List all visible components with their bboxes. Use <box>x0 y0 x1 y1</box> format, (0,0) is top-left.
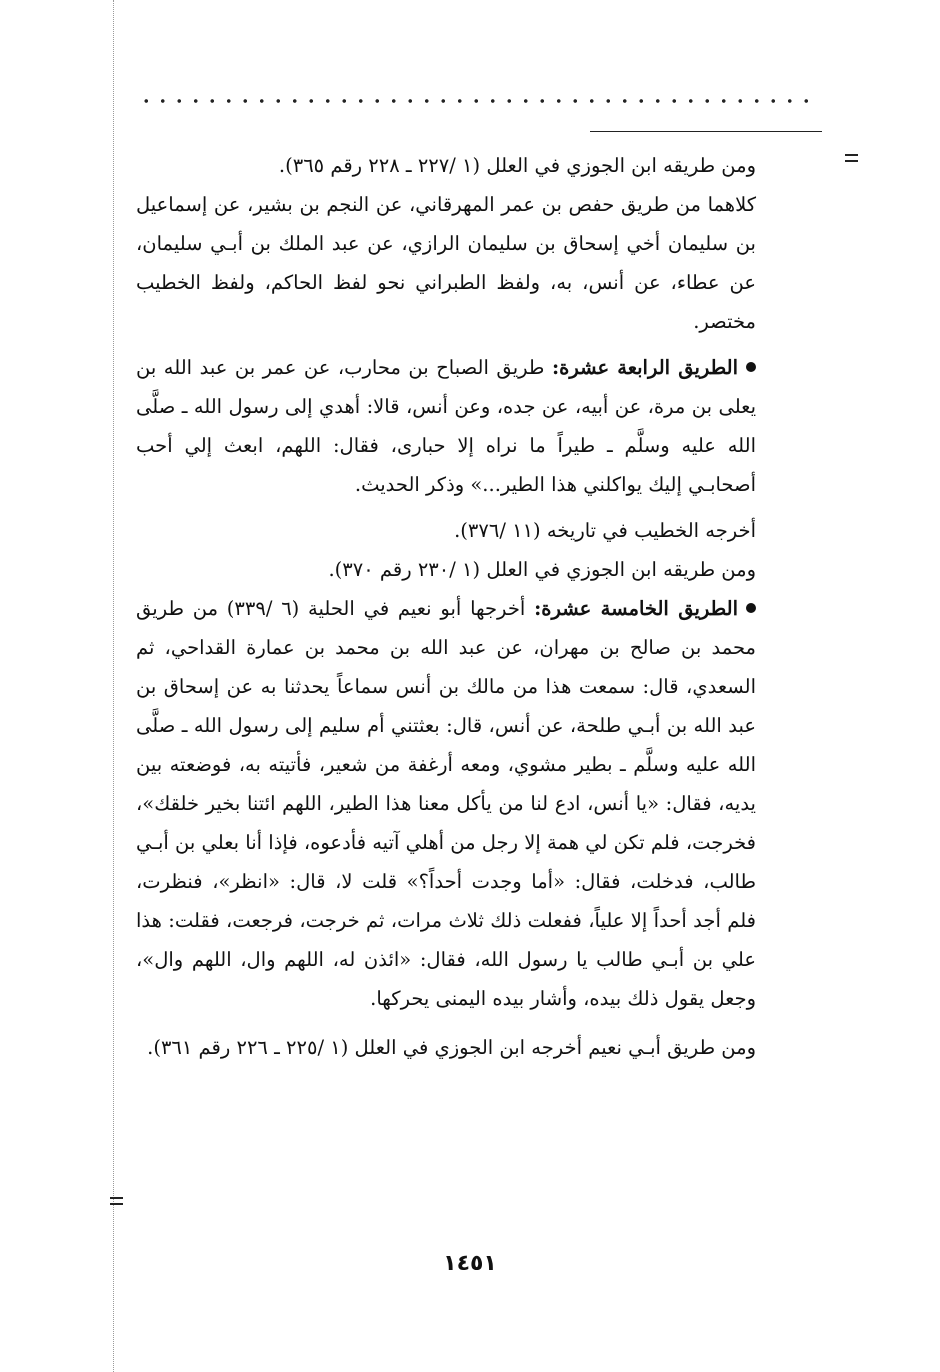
paragraph-source-ibn-aljawzi-2: ومن طريقه ابن الجوزي في العلل (١ /٢٣٠ رقم ٣٧٠). <box>328 558 756 581</box>
paragraph-source-ibn-aljawzi: ومن طريقه ابن الجوزي في العلل (١ /٢٢٧ ـ ٢٢٨ رقم ٣٦٥). <box>278 154 756 177</box>
bullet-icon <box>746 362 756 372</box>
page-fold-edge <box>113 0 114 1372</box>
paragraph-route-15 <box>136 589 756 1018</box>
paragraph-source-khatib: أخرجه الخطيب في تاريخه (١١ /٣٧٦). <box>454 519 756 542</box>
paragraph-chain-hafs: كلاهما من طريق حفص بن عمر المهرقاني، عن النجم بن بشير، عن إسماعيل بن سليمان أخي إسحاق بن سليمان الرازي، عن عبد الملك بن أبـي سليمان، عن عطاء، عن أنس، به، ولفظ الطبراني نحو لفظ الحاكم، ولفظ الخطيب مختصر. <box>136 193 756 333</box>
paragraph-source-abu-nuaym: ومن طريق أبـي نعيم أخرجه ابن الجوزي في العلل (١ /٢٢٥ ـ ٢٢٦ رقم ٣٦١). <box>147 1036 756 1059</box>
page-number: ١٤٥١ <box>443 1251 497 1276</box>
route-14-body: طريق الصباح بن محارب، عن عمر بن عبد الله بن يعلى بن مرة، عن أبيه، عن جده، وعن أنس، قالا: أهدي إلى رسول الله ـ صلَّى الله عليه وسلَّم ـ طيراً ما نراه إلا حبارى، فقال: اللهم، ابعث إلي أحب أصحابـي إليك يواكلني هذا الطير...» وذكر الحديث. <box>136 356 756 496</box>
continuation-mark-bottom <box>110 1197 123 1205</box>
route-14-heading: الطريق الرابعة عشرة: <box>551 356 739 379</box>
footnote-text <box>136 146 756 1067</box>
route-15-heading: الطريق الخامسة عشرة: <box>534 597 738 620</box>
bullet-icon <box>746 603 756 613</box>
route-15-body: أخرجها أبو نعيم في الحلية (٦ /٣٣٩) من طريق محمد بن صالح بن مهران، عن عبد الله بن محمد بن عمارة القداحي، ثم السعدي، قال: سمعت هذا من مالك بن أنس سماعاً يحدثنا به عن إسحاق بن عبد الله بن أبـي طلحة، عن أنس، قال: بعثتني أم سليم إلى رسول الله ـ صلَّى الله عليه وسلَّم ـ بطير مشوي، ومعه أرغفة من شعير، فأتيته به، فوضعته بين يديه، فقال: «يا أنس، ادع لنا من يأكل معنا هذا الطير، اللهم ائتنا بخير خلقك»، فخرجت، فلم تكن لي همة إلا رجل من أهلي آتيه فأدعوه، فإذا أنا بعلي بن أبـي طالب، فدخلت، فقال: «أما وجدت أحداً؟» قلت لا، قال: «انظر»، فنظرت، فلم أجد أحداً إلا علياً، ففعلت ذلك ثلاث مرات، ثم خرجت، فرجعت، فقلت: هذا علي بن أبـي طالب يا رسول الله، فقال: «ائذن له، اللهم وال، اللهم وال»، وجعل يقول ذلك بيده، وأشار بيده اليمنى يحركها. <box>136 597 756 1010</box>
dotted-separator <box>138 98 820 104</box>
paragraph-route-14 <box>136 348 756 504</box>
continuation-mark-top <box>845 154 858 162</box>
footnote-rule <box>590 131 822 132</box>
